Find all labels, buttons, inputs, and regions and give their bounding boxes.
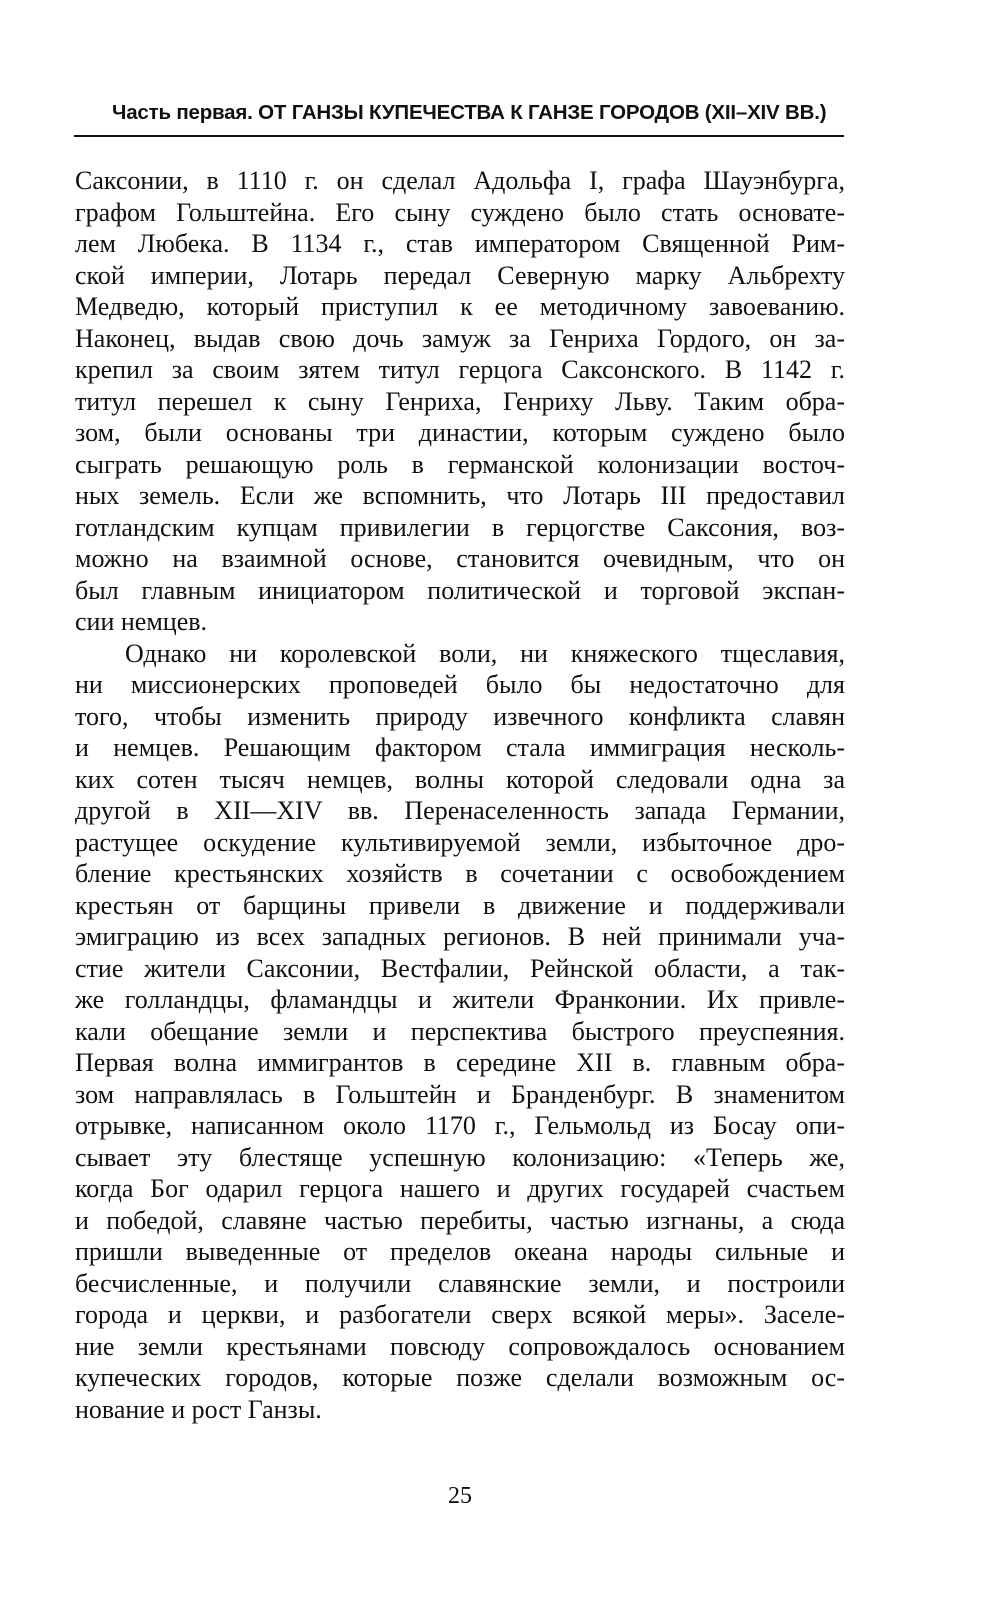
text-line: Саксонии, в 1110 г. он сделал Адольфа I, графа Шауэнбурга, [75,166,845,195]
text-line: зом направлялась в Гольштейн и Бранденбург. В знаменитом [75,1079,845,1109]
text-line: города и церкви, и разбогатели сверх всякой меры». Заселе- [75,1300,845,1329]
text-line: когда Бог одарил герцога нашего и других государей счастьем [75,1174,845,1203]
text-line: ких сотен тысяч немцев, волны которой следовали одна за [75,764,845,794]
text-line: титул перешел к сыну Генриха, Генриху Льву. Таким обра- [75,386,845,416]
text-line: другой в XII—XIV вв. Перенаселенность запада Германии, [75,796,845,825]
paragraph-2 [75,638,845,1426]
running-header: Часть первая. ОТ ГАНЗЫ КУПЕЧЕСТВА К ГАНЗЕ ГОРОДОВ (XII–XIV ВВ.) [112,101,827,124]
text-line: купеческих городов, которые позже сделали возможным ос- [75,1363,845,1392]
text-line: нование и рост Ганзы. [75,1394,322,1424]
text-line: был главным инициатором политической и торговой экспан- [75,575,845,605]
text-line: ской империи, Лотарь передал Северную марку Альбрехту [75,260,845,290]
text-line: крепил за своим зятем титул герцога Саксонского. В 1142 г. [75,355,845,384]
text-line: отрывке, написанном около 1170 г., Гельмольд из Босау опи- [75,1111,845,1140]
text-line: Однако ни королевской воли, ни княжеского тщеславия, [125,638,845,668]
text-line: ных земель. Если же вспомнить, что Лотарь III предоставил [75,481,845,510]
text-line: можно на взаимной основе, становится очевидным, что он [75,544,845,573]
header-rule [74,135,844,137]
text-line: сывает эту блестяще успешную колонизацию: «Теперь же, [75,1142,845,1172]
text-line: кали обещание земли и перспектива быстрого преуспеяния. [75,1016,845,1046]
text-line: Медведю, который приступил к ее методичному завоеванию. [75,292,845,321]
text-line: того, чтобы изменить природу извечного конфликта славян [75,701,845,731]
text-line: же голландцы, фламандцы и жители Франконии. Их привле- [75,985,845,1014]
text-line: крестьян от барщины привели в движение и поддерживали [75,890,845,920]
text-line: зом, были основаны три династии, которым суждено было [75,418,845,447]
text-line: бление крестьянских хозяйств в сочетании с освобождением [75,859,845,888]
text-line: готландским купцам привилегии в герцогстве Саксония, воз- [75,512,845,542]
text-line: и немцев. Решающим фактором стала иммиграция несколь- [75,733,845,762]
text-line: Первая волна иммигрантов в середине XII в. главным обра- [75,1048,845,1077]
paragraph-1 [75,165,845,638]
text-line: и победой, славяне частью перебиты, частью изгнаны, а сюда [75,1205,845,1235]
text-line: лем Любека. В 1134 г., став императором Священной Рим- [75,229,845,258]
text-line: сыграть решающую роль в германской колонизации восточ- [75,449,845,479]
text-line: стие жители Саксонии, Вестфалии, Рейнской области, а так- [75,953,845,983]
text-line: графом Гольштейна. Его сыну суждено было стать основате- [75,197,845,227]
body-text [75,165,845,1425]
page-number: 25 [448,1483,472,1509]
text-line: пришли выведенные от пределов океана народы сильные и [75,1237,845,1266]
text-line: растущее оскудение культивируемой земли, избыточное дро- [75,827,845,857]
text-line: ни миссионерских проповедей было бы недостаточно для [75,670,845,699]
text-line: сии немцев. [75,607,208,636]
text-line: эмиграцию из всех западных регионов. В ней принимали уча- [75,922,845,951]
text-line: бесчисленные, и получили славянские земли, и построили [75,1268,845,1298]
text-line: Наконец, выдав свою дочь замуж за Генриха Гордого, он за- [75,323,845,353]
text-line: ние земли крестьянами повсюду сопровождалось основанием [75,1331,845,1361]
